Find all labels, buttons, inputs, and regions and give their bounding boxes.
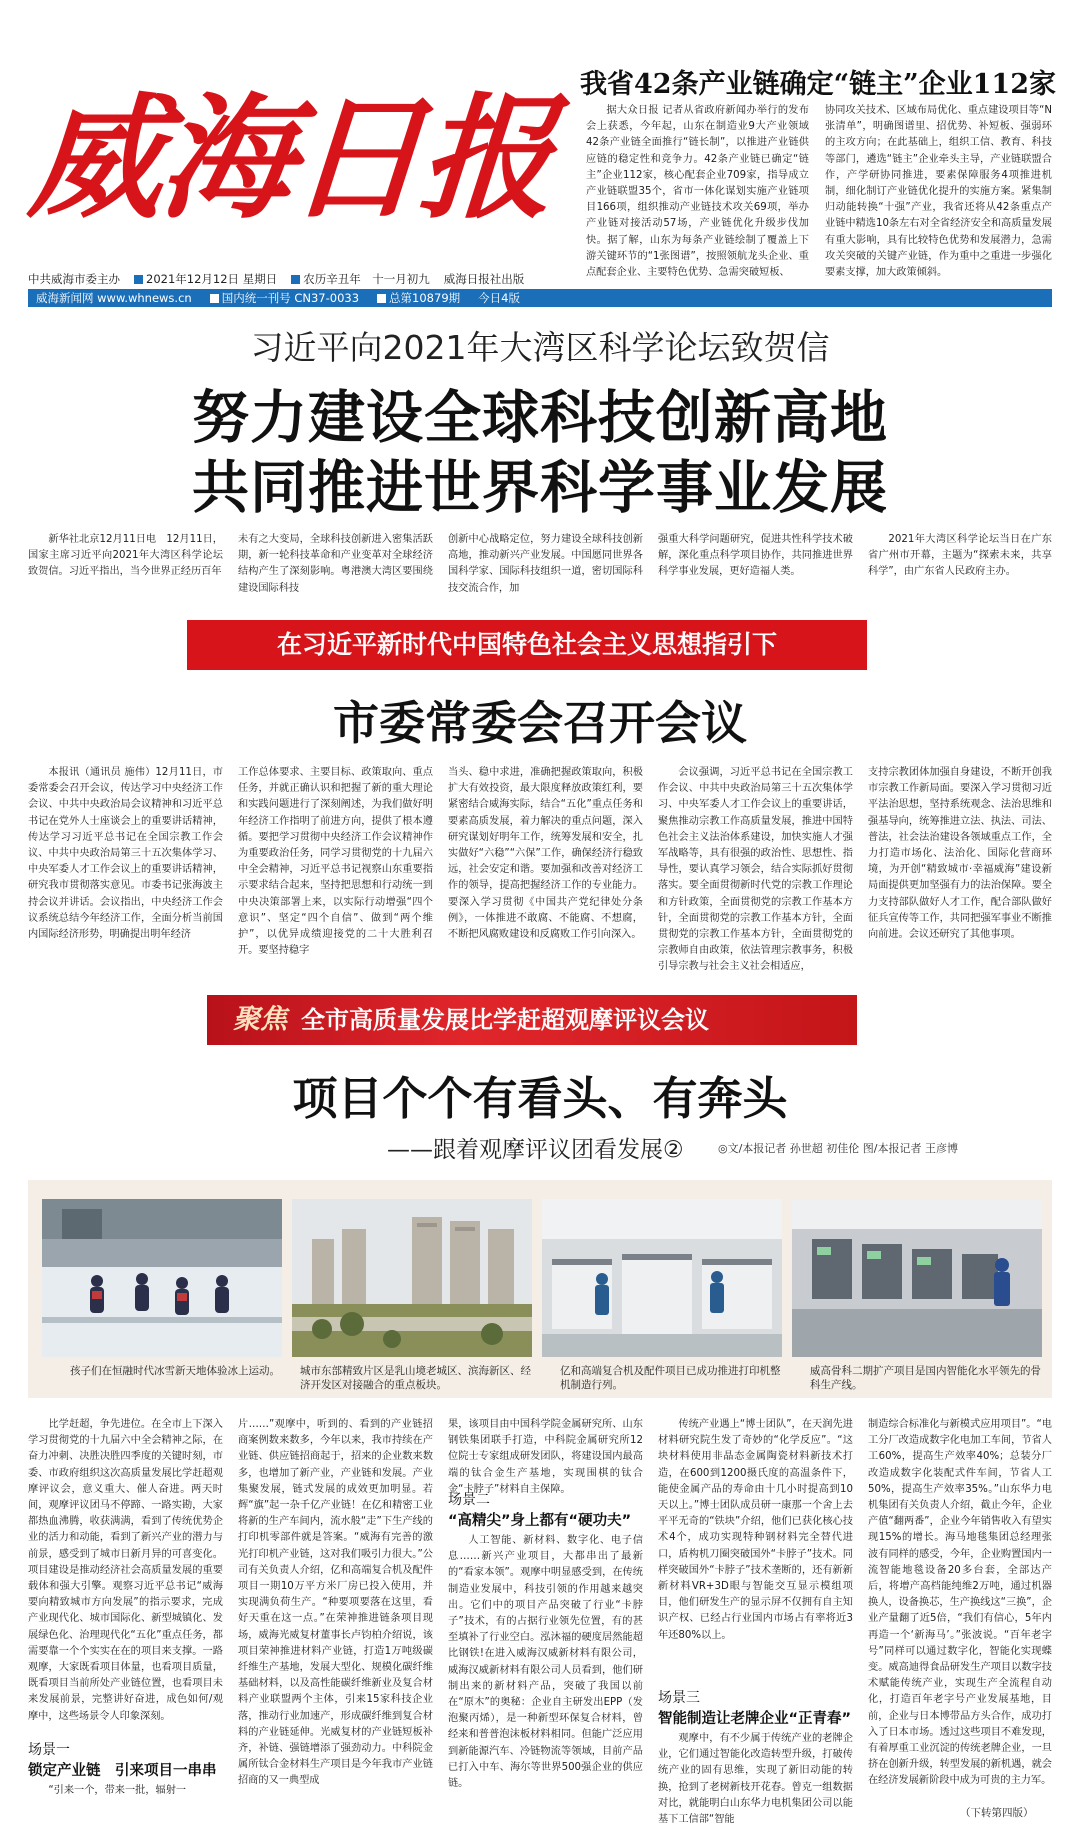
- issue-number: 总第10879期: [389, 291, 461, 305]
- section2-col4: 会议强调，习近平总书记在全国宗教工作会议、中共中央政治局第三十五次集体学习、中央军委人才工作会议上的重要讲话，聚焦推动宗教工作高质量发展，推进中国特色社会主义法治体系建设，加快实施人才强军战略等，具有很强的政治性、思想性、指导性，要认真学习领会，结合实际抓好贯彻落实。要全面贯彻新时代党的宗教工作理论和方针政策，全面贯彻党的宗教工作基本方针，全面贯彻党的宗教工作基本方针，全面贯彻党的宗教工作基本方针，全面贯彻党的宗教师自由政策，依法管理宗教事务，积极引导宗教与社会主义社会相适应，: [658, 767, 853, 973]
- section-banner: 在习近平新时代中国特色社会主义思想指引下: [187, 620, 867, 670]
- info-bar-blue: [28, 289, 1052, 307]
- scene1-text: “引来一个，带来一批，辐射一: [48, 1785, 187, 1796]
- square-icon: [291, 275, 300, 284]
- lead-col3: 创新中心战略定位，努力建设全球科技创新高地，推动新兴产业发展。中国愿同世界各国科学家、国际科技组织一道，密切国际科技交流合作，加: [448, 534, 643, 594]
- square-icon: [377, 294, 386, 303]
- section2-headline[interactable]: 市委常委会召开会议: [333, 696, 747, 750]
- section3-col3: 果，该项目由中国科学院金属研究所、山东钢铁集团联手打造，中科院金属研究所12位院士专家组成研发团队，将建设国内最高端的钛合金生产基地，实现围棋的钛合金“卡脖子”材料自主保障。: [448, 1419, 643, 1495]
- scene2-title: “高精尖”身上都有“硬功夫”: [448, 1513, 632, 1529]
- section2-col2: 工作总体要求、主要目标、政策取向、重点任务，并就正确认识和把握了新的重大理论和实践问题进行了深刻阐述，为我们做好明年经济工作指明了前进方向，提供了根本遵循。要把学习贯彻中央经济工作会议精神作为重要政治任务，同学习贯彻党的十九届六中全会精神，习近平总书记视察山东重要指示要求结合起来，坚持把思想和行动统一到中央决策部署上来，以实际行动增强“四个意识”、坚定“四个自信”、做到“两个维护”，以优异成绩迎接党的二十大胜利召开。要坚持稳字: [238, 767, 433, 957]
- top-headline[interactable]: 我省42条产业链确定“链主”企业112家: [580, 69, 1056, 100]
- scene3-text: 观摩中，有不少属于传统产业的老牌企业，它们通过智能化改造转型升级，打破传统产业的固有思维，实现了新旧动能的转换，抢到了老树新枝开花春。曾克一组数据对比，就能明白山东华力电机集团公司以能基下工信部“智能: [658, 1733, 853, 1826]
- byline: ◎文/本报记者 孙世超 初佳伦 图/本报记者 王彦博: [718, 1142, 958, 1155]
- newspaper-logo: 威海日报: [24, 79, 556, 237]
- photo-caption-4: 威高骨科二期扩产项目是国内智能化水平领先的骨科生产线。: [810, 1365, 1041, 1391]
- continued-note: （下转第四版）: [960, 1807, 1034, 1819]
- section3-col2: 片……”观摩中，听到的、看到的产业链招商案例数来数多，今年以来，我市持续在产业链、供应链招商起于，招来的企业数来数多，也增加了新产业，产业链和发展。产业集聚发展，链式发展的成效更加明显。若辉“旗”起一杂千亿产业链！在亿和精密工业将新的生产车间内，流水般“走”下生产线的打印机零部件就是答案。“威海有完善的激光打印机产业链，这对我们吸引力很大。”公司有关负责人介绍，亿和高端复合机及配件项目一期10万平方米厂房已投入使用，并实现满负荷生产。“种要项要落在这里，看好天重在这一点。”在荣神推进链条项目现场，威海光威复材董事长卢钧柏介绍说，该项目荣神推进材料产业链，打造1万吨级碳纤维生产基地，发展大型化、规模化碳纤维基础材料，以及高性能碳纤维新业及复合材料产业联盟两个主体，引来15家科技企业落，推动行业加速产，形成碳纤维到复合材料的产业链延伸。光威复材的产业链短板补齐，补链、强链增添了强劲动力。中科院金属所钛合金材料生产项目是今年我市产业链招商的又一典型成: [238, 1419, 433, 1787]
- section2-col1: 本报讯（通讯员 施伟）12月11日，市委常委会召开会议，传达学习中央经济工作会议、中共中央政治局会议精神和习近平总书记在党外人士座谈会上的重要讲话精神，传达学习习近平总书记在全国宗教工作会议、中共中央政治局第三十五次集体学习、中央军委人才工作会议上的重要讲话精神，研究我市贯彻落实意见。市委书记张海波主持会议并讲话。会议指出，中央经济工作会议系统总结今年经济工作，全面分析当前国内国际经济形势，明确提出明年经济: [28, 767, 223, 941]
- focus-banner: [207, 995, 857, 1045]
- photo-caption-3: 亿和高端复合机及配件项目已成功推进打印机整机制造行列。: [560, 1365, 781, 1391]
- lead-headline-line1[interactable]: 努力建设全球科技创新高地: [192, 384, 888, 451]
- focus-tag: 聚焦: [233, 1004, 287, 1035]
- publisher-text: 威海日报社出版: [443, 272, 525, 286]
- section3-col5: 制造综合标准化与新模式应用项目”。“电工分厂改造成数字化电加工车间，节省人工60%，提高生产效率40%；总装分厂改造成数字化装配式件车间，节省人工50%，提高生产效率35%。”山东华力电机集团有关负责人介绍，截止今年，企业产值“翻两番”，企业今年销售收入有望实现15%的增长。海马地毯集团总经理张波有同样的感受，今年，企业购置国内一流智能地毯设备20多台套，全部达产后，将增产高档能纯维2万吨，通过机器换人，设备换芯，生产换线这“三换”，企业产量翻了近5倍，“我们有信心，5年内再造一个‘新海马’。”张波说。“百年老字号”同样可以通过数字化，智能化实现蝶变。威高迪得食品研发生产项目以数字技术赋能传统产业，实现生产全流程自动化，打造百年老字号产业发展基地，目前，企业与日本博带品方头合作，成功打入了日本市场。透过这些项目不难发现，有着厚重工业沉淀的传统老牌企业，一旦挤在创新升级，转型发展的新机遇，就会在经济发展新阶段中成为可贵的主力军。: [868, 1419, 1052, 1787]
- sponsor-text: 中共威海市委主办: [28, 272, 120, 286]
- section2-col5: 支持宗教团体加强自身建设，不断开创我市宗教工作新局面。要深入学习贯彻习近平法治思想，坚持系统观念、法治思维和强基导向，统筹推进立法、执法、司法、普法，社会法治建设各领域重点工作，全力打造市场化、法治化、国际化营商环境，为开创“精致城市·幸福威海”建设新局面提供更加坚强有力的法治保障。要全力支持部队做好人才工作，配合部队做好征兵宣传等工作，共同把强军事业不断推向前进。会议还研究了其他事项。: [868, 767, 1052, 941]
- scene3-label: 场景三: [658, 1690, 700, 1706]
- square-icon: [210, 294, 219, 303]
- cn-number: 国内统一刊号 CN37-0033: [221, 291, 360, 305]
- lead-headline-line2[interactable]: 共同推进世界科学事业发展: [192, 454, 888, 521]
- lead-col5: 2021年大湾区科学论坛当日在广东省广州市开幕，主题为“探索未来，共享科学”，由广东省人民政府主办。: [868, 534, 1052, 578]
- page-count: 今日4版: [478, 291, 520, 305]
- focus-banner-text: 全市高质量发展比学赶超观摩评议会议: [301, 1006, 709, 1034]
- photo-caption-1: 孩子们在恒融时代冰雪新天地体验冰上运动。: [70, 1365, 280, 1377]
- photo-orthopedic-line[interactable]: [792, 1199, 1042, 1357]
- section3-headline[interactable]: 项目个个有看头、有奔头: [292, 1072, 788, 1125]
- scene1-label: 场景一: [28, 1742, 70, 1758]
- scene2-text: 人工智能、新材料、数字化、电子信息……新兴产业项目，大都串出了最新的“看家本领”。观摩中明显感受到，在传统制造业发展中，科技引领的作用越来越突出。它们中的项目产品突破了行业“卡脖子”技术，有的占据行业领先位置，有的甚至填补了行业空白。泓沐福的硬度居然能超比钢铁!在进入威海汉威新材料有限公司，威海汉威新材料有限公司人员看到，他们研制出来的新材料产品，突破了我国以前在“原木”的奥秘：企业自主研发出EPP（发泡聚丙烯），是一种新型环保复合材料，曾经来和普普泡沫板材料相同。但能广泛应用到新能源汽车、冷链物流等领域，目前产品已打入中车、海尔等世界500强企业的供应链。: [448, 1535, 643, 1790]
- website-link[interactable]: 威海新闻网 www.whnews.cn: [36, 291, 192, 305]
- top-story-col2: 协同攻关技术、区域布局优化、重点建设项目等“N张清单”，明确图谱里、招优势、补短板、强弱环的主攻方向；在此基础上，组织工信、教育、科技等部门，遴选“链主”企业牵头主导，产业链联盟合作，产学研协同推进，要素保障服务4项推进机制，细化制订产业链优化提升的实施方案。紧集制归动能转换“十强”产业，我省还将从42条重点产业链中精选10条左右对全省经济安全和高质量发展有重大影响，具有比较特色优势和发展潜力，急需攻关突破的关键产业链，作为重中之重进一步强化要素支撑，加大政策倾斜。: [825, 105, 1052, 279]
- lead-col4: 强重大科学问题研究，促进共性科学技术破解，深化重点科学项目协作，共同推进世界科学事业发展，更好造福人类。: [658, 534, 853, 578]
- date-text: 2021年12月12日 星期日: [146, 272, 278, 286]
- photo-city-district[interactable]: [292, 1199, 532, 1357]
- photo-ice-rink[interactable]: [42, 1199, 282, 1357]
- top-story-col1: 据大众日报 记者从省政府新闻办举行的发布会上获悉，今年起，山东在制造业9大产业领域42条产业链全面推行“链长制”，以推进产业链供应链的稳定性和竞争力。42条产业链已确定“链主”企业112家，核心配套企业709家，指导成立产业链联盟35个，省市一体化谋划实施产业链项目166项，组织推动产业链技术攻关69项，举办产业链对接活动57场，产业链优化升级步伐加快。据了解，山东为每条产业链绘制了覆盖上下游关键环节的“1张图谱”，按照领航龙头企业、重点配套企业、主要特色优势、急需突破短板、: [586, 105, 809, 279]
- info-bar: [28, 270, 1052, 288]
- lead-col2: 未有之大变局，全球科技创新进入密集活跃期，新一轮科技革命和产业变革对全球经济结构产生了深刻影响。粤港澳大湾区要围绕建设国际科技: [238, 534, 433, 594]
- lead-kicker: 习近平向2021年大湾区科学论坛致贺信: [250, 328, 830, 367]
- square-icon: [134, 275, 143, 284]
- lunar-date-text: 农历辛丑年 十一月初九: [303, 272, 430, 286]
- photo-caption-2: 城市东部精致片区是乳山境老城区、滨海新区、经济开发区对接融合的重点板块。: [300, 1365, 531, 1391]
- section3-subtitle: ——跟着观摩评议团看发展②: [387, 1137, 684, 1163]
- scene1-title: 锁定产业链 引来项目一串串: [28, 1763, 217, 1779]
- scene2-label: 场景二: [448, 1492, 490, 1508]
- section3-col1: 比学赶超，争先进位。在全市上下深入学习贯彻党的十九届六中全会精神之际，在奋力冲刺、决胜决胜四季度的关键时刻，市委、市政府组织这次高质量发展比学赶超观摩评议会，意义重大、催人奋进。两天时间，观摩评议团马不停蹄、一路实勘，大家都热血沸腾，收获满满，看到了传统优势企业的活力和动能，看到了新兴产业的潜力与前景，感受到了城市日新月异的可喜变化。项目建设是推动经济社会高质量发展的重要载体和强大引擎。观察习近平总书记“威海要向精致城市方向发展”的指示要求，完成产业现代化、城市国际化、新型城镇化、发展绿色化、治理现代化“五化”重点任务，都需要靠一个个实实在在的项目来支撑。一路观摩，大家既看项目体量，也看项目质量，既看项目当前所处产业链位置，也看项目未来发展前景，完整讲好奋进，成色如何/观摩中，这些场景令人印象深刻。: [28, 1419, 223, 1722]
- photo-printer-factory[interactable]: [542, 1199, 782, 1357]
- scene3-title: 智能制造让老牌企业“正青春”: [658, 1711, 852, 1727]
- section2-col3: 当头、稳中求进，准确把握政策取向，积极扩大有效投资，最大限度释放政策红利，要紧密结合威海实际，结合“五化”重点任务和要素高质发展，着力解决的重点问题，深入研究谋划好明年工作，统筹发展和安全，扎实做好“六稳”“六保”工作，确保经济行稳致远，社会安定和谐。要加强和改善对经济工作的领导，提高把握经济工作的专业能力。要深入学习贯彻《中国共产党纪律处分条例》，一体推进不敢腐、不能腐、不想腐，不断把风腐败建设和反腐败工作引向深入。: [448, 767, 643, 941]
- lead-col1: 新华社北京12月11日电 12月11日，国家主席习近平向2021年大湾区科学论坛致贺信。习近平指出，当今世界正经历百年: [28, 534, 223, 578]
- section3-col4: 传统产业遇上“博士团队”，在天润先进材料研究院生发了奇妙的“化学反应”。“这块材料使用非晶态金属陶瓷材料新技术打造，在600到1200摄氏度的高温条件下，能使金属产品的寿命由十几小时提高到10天以上。”博士团队成员研一康那一个舍上去平平无奇的“铁块”介绍，他们已获化核心技术4个，成功实现特种钢材料完全替代进口，盾构机刀圈突破国外“卡脖子”技术。同样突破国外“卡脖子”技术垄断的，还有新新新材料VR+3D眼与智能交互显示模组项目，他们研发生产的显示屏不仅拥有自主知识产权、已经占行业国内市场占有率将近3年还80%以上。: [658, 1419, 853, 1641]
